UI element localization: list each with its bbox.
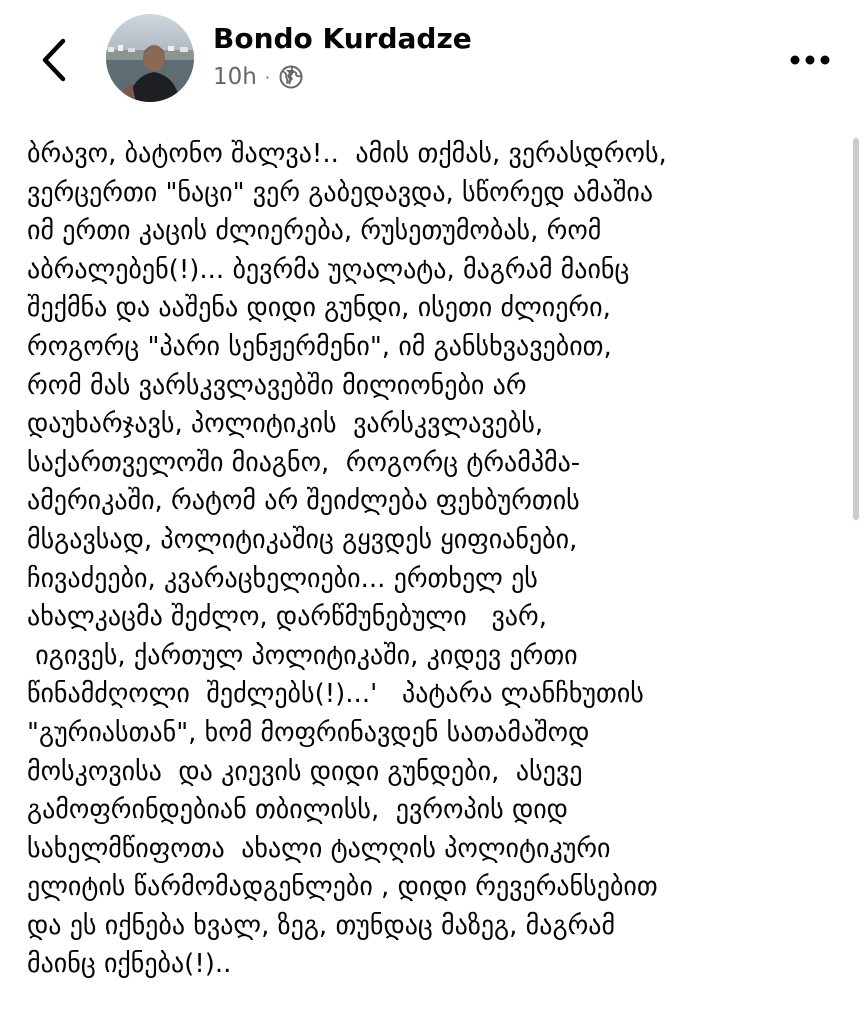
more-options-button[interactable] bbox=[780, 36, 840, 84]
post-line: გამოფრინდებიან თბილისს, ევროპის დიდ bbox=[27, 795, 568, 826]
post-line: ახალკაცმა შეძლო, დარწმუნებული ვარ, bbox=[27, 602, 547, 633]
globe-icon[interactable] bbox=[278, 64, 304, 90]
post-line: მოსკოვისა და კიევის დიდი გუნდები, ასევე bbox=[27, 756, 583, 787]
post-line: როგორც "პარი სენჟერმენი", იმ განსხვავებით, bbox=[27, 331, 612, 362]
post-meta bbox=[213, 64, 304, 90]
post-line: მაინც იქნება(!).. bbox=[27, 949, 232, 980]
author-name[interactable]: Bondo Kurdadze bbox=[213, 22, 472, 55]
post-line: დაუხარჯავს, პოლიტიკის ვარსკვლავებს, bbox=[27, 409, 544, 440]
avatar[interactable] bbox=[106, 14, 194, 102]
post-line: რომ მას ვარსკვლავებში მილიონები არ bbox=[27, 370, 527, 401]
post-line: ჩივაძეები, კვარაცხელიები... ერთხელ ეს bbox=[27, 563, 538, 594]
post-line: ბრავო, ბატონო შალვა!.. ამის თქმას, ვერასდროს, bbox=[27, 139, 667, 169]
post-line: იმ ერთი კაცის ძლიერება, რუსეთუმობას, რომ bbox=[27, 216, 602, 247]
post-line: ამერიკაში, რატომ არ შეიძლება ფეხბურთის bbox=[27, 486, 580, 517]
post-line: სახელმწიფოთა ახალი ტალღის პოლიტიკური bbox=[27, 833, 611, 864]
avatar-photo bbox=[106, 14, 194, 102]
post-line: იგივეს, ქართულ პოლიტიკაში, კიდევ ერთი bbox=[27, 640, 578, 671]
scrollbar[interactable] bbox=[853, 138, 859, 520]
post-header bbox=[0, 0, 867, 120]
post-timestamp[interactable]: 10h bbox=[213, 64, 257, 90]
post-body bbox=[27, 135, 847, 984]
post-line: მსგავსად, პოლიტიკაშიც გყვდეს ყიფიანები, bbox=[27, 524, 578, 555]
post-line: ვერცერთი "ნაცი" ვერ გაბედავდა, სწორედ ამაშია bbox=[27, 177, 654, 208]
post-line: შექმნა და ააშენა დიდი გუნდი, ისეთი ძლიერი, bbox=[27, 293, 611, 324]
post-line: აბრალებენ(!)... ბევრმა უღალატა, მაგრამ მაინც bbox=[27, 254, 630, 285]
meta-separator: · bbox=[264, 67, 270, 87]
post-line: და ეს იქნება ხვალ, ზეგ, თუნდაც მაზეგ, მაგრამ bbox=[27, 910, 616, 941]
more-horizontal-icon bbox=[788, 54, 832, 66]
post-line: წინამძღოლი შეძლებს(!)...' პატარა ლანჩხუთის bbox=[27, 679, 644, 710]
back-button[interactable] bbox=[30, 30, 78, 90]
post-line: ელიტის წარმომადგენლები , დიდი რევერანსებით bbox=[27, 872, 658, 903]
post-line: საქართველოში მიაგნო, როგორც ტრამპმა- bbox=[27, 447, 581, 478]
chevron-left-icon bbox=[39, 37, 69, 83]
post-line: "გურიასთან", ხომ მოფრინავდენ სათამაშოდ bbox=[27, 717, 590, 748]
